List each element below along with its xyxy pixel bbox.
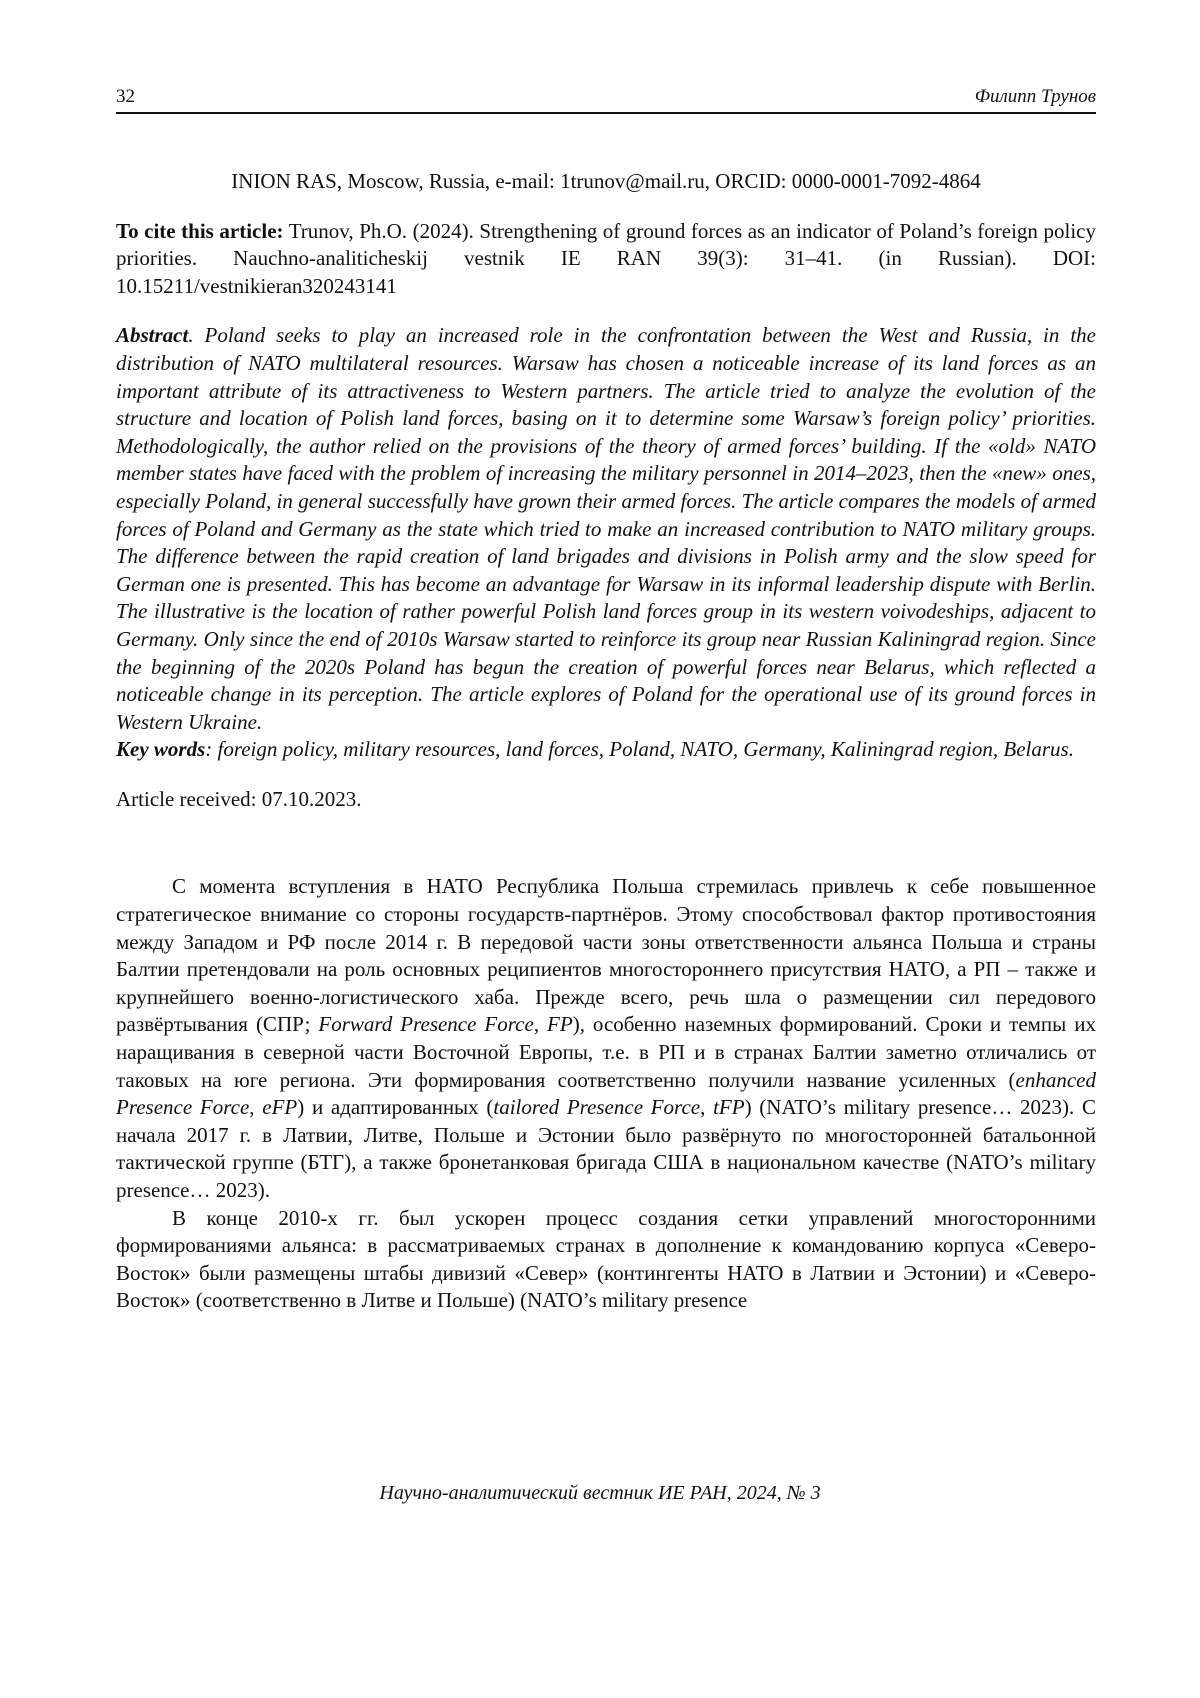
article-received: Article received: 07.10.2023. [116, 786, 362, 811]
body-text: , [700, 1095, 714, 1120]
keywords-label: Key words [116, 737, 206, 762]
body-text: ), особенно наземных формирований. Сроки и темпы их наращивания в северной части Восточной Европы, т.е. в РП и в странах Балтии заметно отличались от таковых на юге региона. Эти формирования соответственно получили название усиленных ( [116, 1012, 1096, 1092]
author-affiliation: INION RAS, Moscow, Russia, e-mail: 1trunov@mail.ru, ORCID: 0000-0001-7092-4864 [231, 169, 981, 193]
body-text: ) и адаптированных ( [297, 1095, 494, 1120]
body-paragraph-2: В конце 2010-х гг. был ускорен процесс создания сетки управлений многосторонними формированиями альянса: в рассматриваемых странах в дополнение к командованию корпуса «Северо-Восток» были размещены штабы дивизий «Север» (контингенты НАТО в Латвии и Эстонии) и «Северо-Восток» (соответственно в Литве и Польше) (NATO’s military presence [116, 1205, 1096, 1313]
journal-footer: Научно-аналитический вестник ИЕ РАН, 2024, № 3 [379, 1482, 821, 1504]
abstract-label: Abstract [116, 323, 189, 348]
body-italic: tFP [713, 1095, 745, 1120]
body-text: С момента вступления в НАТО Республика Польша стремилась привлечь к себе повышенное стратегическое внимание со стороны государств-партнёров. Этому способствовал фактор противостояния между Западом и РФ после 2014 г. В передовой части зоны ответственности альянса Польша и страны Балтии претендовали на роль основных реципиентов многостороннего присутствия НАТО, а РП – также и крупнейшего военно-логистического хаба. Прежде всего, речь шла о размещении сил передового развёртывания (СПР; [116, 874, 1096, 1037]
body-text: , [533, 1012, 548, 1037]
body-text: , [249, 1095, 263, 1120]
body-italic: enhanced Presence Force [116, 1067, 1096, 1120]
body-text: ) (NATO’s military presence… 2023). С начала 2017 г. в Латвии, Литве, Польше и Эстонии было развёрнуто по многосторонней батальонной тактической группе (БТГ), а также бронетанковая бригада США в национальном качестве (NATO’s military presence… 2023). [116, 1095, 1097, 1202]
citation-text: Trunov, Ph.O. (2024). Strengthening of ground forces as an indicator of Poland’s foreign policy priorities. Nauchno-analiticheskij vestnik IE RAN 39(3): 31–41. (in Russian). DOI: 10.15211/vestnikieran320243141 [116, 218, 1096, 298]
body-italic: Forward Presence Force [318, 1012, 534, 1037]
running-header [116, 84, 1096, 114]
abstract [116, 322, 1096, 736]
body-italic: eFP [262, 1095, 298, 1120]
citation-label: To cite this article: [116, 218, 284, 243]
page-number: 32 [116, 86, 135, 107]
body-italic: FP [547, 1012, 573, 1037]
abstract-text: . Poland seeks to play an increased role in the confrontation between the West and Russia, in the distribution of NATO multilateral resources. Warsaw has chosen a noticeable increase of its land forces as an important attribute of its attractiveness to Western partners. The article tried to analyze the evolution of the structure and location of Polish land forces, basing on it to determine some Warsaw’s foreign policy’ priorities. Methodologically, the author relied on the provisions of the theory of armed forces’ building. If the «old» NATO member states have faced with the problem of increasing the military personnel in 2014–2023, then the «new» ones, especially Poland, in general successfully have grown their armed forces. The article compares the models of armed forces of Poland and Germany as the state which tried to make an increased contribution to NATO military groups. The difference between the rapid creation of land brigades and divisions in Polish army and the slow speed for German one is presented. This has become an advantage for Warsaw in its informal leadership dispute with Berlin. The illustrative is the location of rather powerful Polish land forces group in its western voivodeships, adjacent to Germany. Only since the end of 2010s Warsaw started to reinforce its group near Russian Kaliningrad region. Since the beginning of the 2020s Poland has begun the creation of powerful forces near Belarus, which reflected a noticeable change in its perception. The article explores of Poland for the operational use of its ground forces in Western Ukraine. [116, 323, 1096, 734]
citation [116, 218, 1096, 301]
running-author: Филипп Трунов [974, 86, 1096, 107]
body-italic: tailored Presence Force [493, 1095, 701, 1120]
body-paragraph-1 [116, 873, 1096, 1204]
article-content [116, 168, 1096, 1315]
keywords [116, 736, 1096, 764]
keywords-text: : foreign policy, military resources, land forces, Poland, NATO, Germany, Kaliningrad region, Belarus. [205, 737, 1074, 762]
